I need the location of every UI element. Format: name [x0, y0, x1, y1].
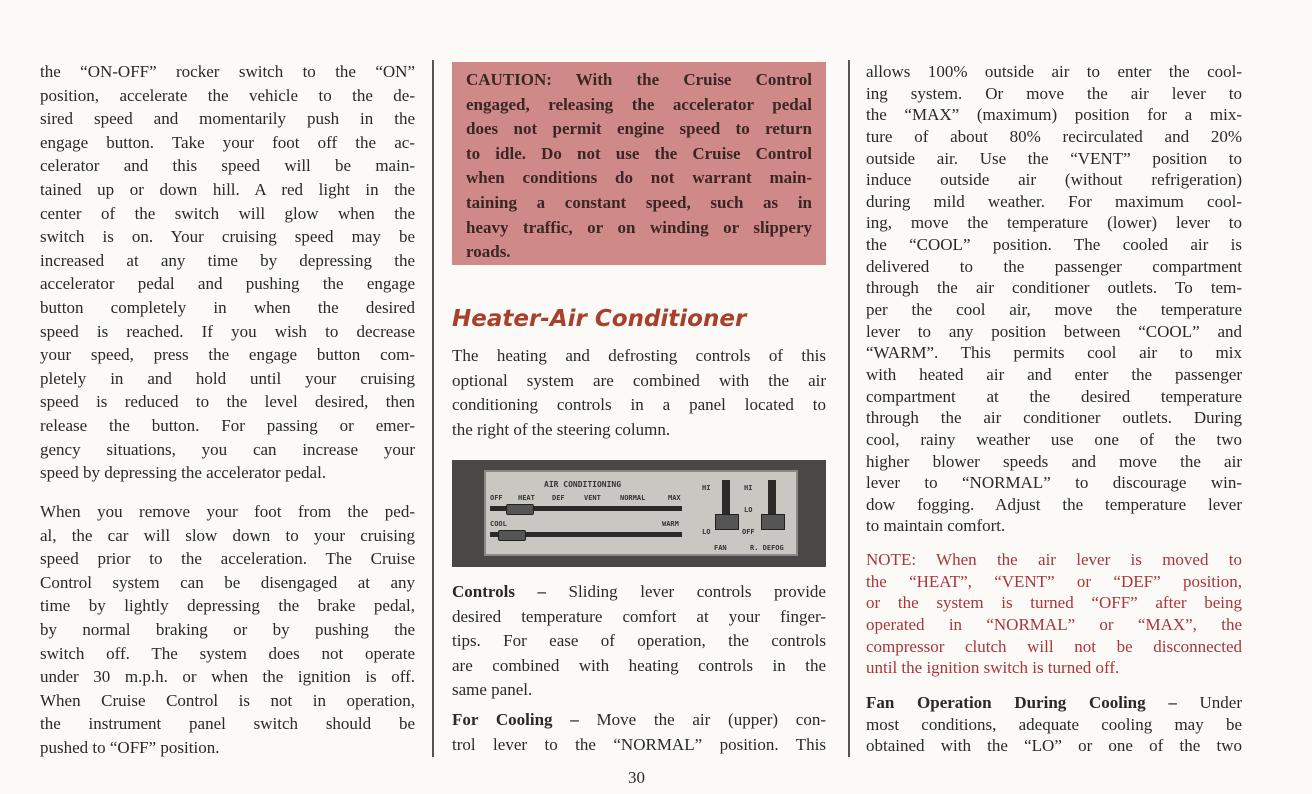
text-line: lever to any position between “COOL” and	[866, 321, 1242, 341]
text-line: or the system is turned “OFF” after being	[866, 593, 1242, 613]
text-line: speed is reduced to the level desired, then	[40, 392, 415, 412]
note-paragraph	[866, 549, 1242, 679]
defog-off-label: OFF	[742, 528, 755, 536]
text-line: to maintain comfort.	[866, 516, 1006, 536]
fan-operation-paragraph	[866, 692, 1242, 757]
text-line: lever to “NORMAL” to discourage win-	[866, 473, 1242, 493]
text-line: trol lever to the “NORMAL” position. This	[452, 734, 826, 754]
line-text: Under	[1176, 693, 1242, 712]
text-line: tained up or down hill. A red light in the	[40, 179, 415, 199]
text-line: during mild weather. For maximum cool-	[866, 191, 1242, 211]
text-line: speed prior to the acceleration. The Cruise	[40, 549, 415, 569]
text-line: tips. For ease of operation, the controls	[452, 631, 826, 651]
text-line: with heated air and enter the passenger	[866, 364, 1242, 384]
text-line: When Cruise Control is not in operation,	[40, 690, 415, 710]
text-line: switch off. The system does not operate	[40, 643, 415, 663]
column-divider-right	[848, 60, 850, 757]
text-line: desired temperature comfort at your finger-	[452, 606, 826, 626]
text-line: to idle. Do not use the Cruise Control	[466, 143, 812, 163]
air-lever-knob	[506, 504, 534, 515]
text-line: taining a constant speed, such as in	[466, 192, 812, 212]
text-line: outside air. Use the “VENT” position to	[866, 148, 1242, 168]
text-line: until the ignition switch is turned off.	[866, 658, 1120, 678]
air-position-label: HEAT	[518, 494, 535, 502]
text-line: increased at any time by depressing the	[40, 250, 415, 270]
text-line	[452, 580, 826, 605]
page-number: 30	[628, 768, 645, 787]
text-line: the “HEAT”, “VENT” or “DEF” position,	[866, 571, 1242, 591]
text-line: Control system can be disengaged at any	[40, 572, 415, 592]
text-line: speed by depressing the accelerator pedal.	[40, 463, 327, 483]
for-cooling-paragraph	[452, 708, 826, 757]
text-line: cool, rainy weather use one of the two	[866, 429, 1242, 449]
air-position-label: NORMAL	[620, 494, 646, 502]
temp-lever-knob	[498, 530, 526, 541]
text-line: conditioning controls in a panel located to	[452, 395, 826, 415]
line-text: Move the air (upper) con-	[578, 710, 826, 729]
cruise-disengage-paragraph	[40, 500, 415, 760]
text-line: delivered to the passenger compartment	[866, 256, 1242, 276]
text-line: When you remove your foot from the ped-	[40, 502, 415, 521]
text-line: compartment at the desired temperature	[866, 386, 1242, 406]
cooling-instructions-paragraph	[866, 61, 1242, 537]
middle-column	[452, 0, 826, 760]
text-line: release the button. For passing or emer-	[40, 415, 415, 435]
text-line: through the air conditioner outlets. To tem-	[866, 278, 1242, 298]
text-line: allows 100% outside air to enter the cool-	[866, 62, 1242, 81]
fan-hi-label: HI	[702, 484, 711, 492]
defog-label: R. DEFOG	[750, 544, 784, 552]
air-position-label: OFF	[490, 494, 503, 502]
text-line: through the air conditioner outlets. During	[866, 408, 1242, 428]
text-line: same panel.	[452, 680, 533, 700]
air-position-label: DEF	[552, 494, 565, 502]
text-line: induce outside air (without refrigeration)	[866, 170, 1242, 190]
text-line: accelerator pedal and pushing the engage	[40, 274, 415, 294]
text-line: operated in “NORMAL” or “MAX”, the	[866, 614, 1242, 634]
fan-label: FAN	[714, 544, 727, 552]
text-line: dow fogging. Adjust the temperature lever	[866, 494, 1242, 514]
text-line: per the cool air, move the temperature	[866, 300, 1242, 320]
text-line: button completely in when the desired	[40, 297, 415, 317]
right-column	[866, 60, 1242, 760]
text-line: optional system are combined with the air	[452, 370, 826, 390]
text-line	[866, 692, 1242, 714]
fan-knob	[715, 514, 739, 530]
intro-paragraph	[452, 344, 826, 442]
run-in-heading: Controls –	[452, 582, 547, 601]
fan-lo-label: LO	[702, 528, 711, 536]
air-conditioning-panel-photo	[452, 460, 826, 567]
text-line: by normal braking or by pushing the	[40, 619, 415, 639]
defog-slot	[768, 480, 776, 518]
text-line: does not permit engine speed to return	[466, 119, 812, 139]
text-line: “WARM”. This permits cool air to mix	[866, 343, 1242, 363]
defog-knob	[761, 514, 785, 530]
text-line: sired speed and momentarily push in the	[40, 109, 415, 129]
temp-warm-label: WARM	[662, 520, 679, 528]
section-heading: Heater-Air Conditioner	[452, 306, 747, 332]
text-line: ing system. Or move the air lever to	[866, 83, 1242, 103]
text-line: higher blower speeds and move the air	[866, 451, 1242, 471]
text-line: when conditions do not warrant main-	[466, 168, 812, 188]
text-line: al, the car will slow down to your cruising	[40, 525, 415, 545]
text-line: most conditions, adequate cooling may be	[866, 714, 1242, 734]
text-line: heavy traffic, or on winding or slippery	[466, 217, 812, 237]
text-line: pushed to “OFF” position.	[40, 737, 220, 757]
text-line: engage button. Take your foot off the ac-	[40, 132, 415, 152]
text-line: roads.	[466, 242, 511, 262]
defog-hi-label: HI	[744, 484, 753, 492]
text-line	[452, 708, 826, 733]
text-line: under 30 m.p.h. or when the ignition is off.	[40, 667, 415, 687]
text-line: center of the switch will glow when the	[40, 203, 415, 223]
text-line: ing, move the temperature (lower) lever to	[866, 213, 1242, 233]
run-in-heading: For Cooling –	[452, 710, 579, 729]
panel-title: AIR CONDITIONING	[544, 480, 622, 489]
text-line: position, accelerate the vehicle to the de-	[40, 85, 415, 105]
fan-slot	[722, 480, 730, 518]
text-line: NOTE: When the air lever is moved to	[866, 550, 1242, 569]
cruise-operation-paragraph	[40, 60, 415, 485]
air-position-label: VENT	[584, 494, 601, 502]
run-in-heading: Fan Operation During Cooling –	[866, 693, 1177, 712]
text-line: CAUTION: With the Cruise Control	[466, 70, 812, 89]
column-divider-left	[432, 60, 434, 757]
text-line: the instrument panel switch should be	[40, 714, 415, 734]
text-line: engaged, releasing the accelerator pedal	[466, 94, 812, 114]
line-text: Sliding lever controls provide	[546, 582, 826, 601]
text-line: time by lightly depressing the brake pedal,	[40, 596, 415, 616]
text-line: the “MAX” (maximum) position for a mix-	[866, 105, 1242, 125]
text-line: the “COOL” position. The cooled air is	[866, 235, 1242, 255]
text-line: speed is reached. If you wish to decrease	[40, 321, 415, 341]
defog-lo-label: LO	[744, 506, 753, 514]
left-column	[40, 60, 415, 760]
text-line: your speed, press the engage button com-	[40, 345, 415, 365]
text-line: ture of about 80% recirculated and 20%	[866, 126, 1242, 146]
text-line: are combined with heating controls in the	[452, 655, 826, 675]
text-line: the “ON-OFF” rocker switch to the “ON”	[40, 62, 415, 81]
text-line: obtained with the “LO” or one of the two	[866, 736, 1242, 756]
text-line: compressor clutch will not be disconnected	[866, 636, 1242, 656]
controls-paragraph	[452, 580, 826, 703]
text-line: switch is on. Your cruising speed may be	[40, 227, 415, 247]
text-line: celerator and this speed will be main-	[40, 156, 415, 176]
air-position-label: MAX	[668, 494, 681, 502]
text-line: pletely in and hold until your cruising	[40, 368, 415, 388]
temp-cool-label: COOL	[490, 520, 507, 528]
text-line: gency situations, you can increase your	[40, 439, 415, 459]
text-line: the right of the steering column.	[452, 419, 671, 439]
text-line: The heating and defrosting controls of this	[452, 346, 826, 365]
